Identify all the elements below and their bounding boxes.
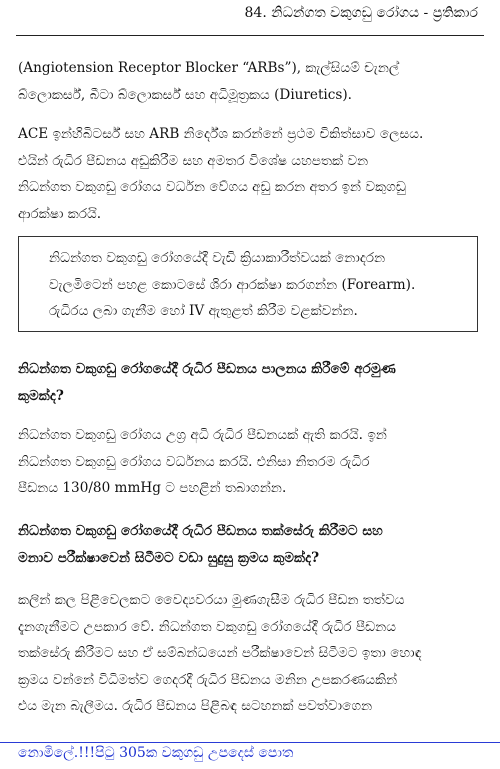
page-footer: නොමිලේ.!!!පිටු 305ක වකුගඩු උපදෙස් පොත	[18, 745, 294, 761]
text-line: එය මැන බැලීමය. රුධිර පීඩනය පිළිබඳ සටහනක් පවත්වාගෙන	[18, 698, 373, 714]
page-header: 84. නිධන්ගත වකුගඩු රෝගය - ප්‍රතිකාර	[244, 5, 478, 21]
text-line: (Angiotension Receptor Blocker “ARBs”), කැල්සියම් චැනල්	[18, 60, 400, 76]
question-heading-1	[18, 356, 478, 409]
text-line: එයින් රුධිර පීඩනය අඩුකිරීම සහ අමතර විශේෂ යහපතක් වන	[18, 152, 369, 169]
footer-divider	[0, 742, 500, 743]
text-line: කුමක්ද?	[18, 387, 64, 404]
text-line: නිධන්ගත වකුගඩු රෝගය උග්‍ර අධි රුධිර පීඩනයක් ඇති කරයි. ඉන්	[18, 427, 387, 443]
text-line: ආරක්ෂා කරයි.	[18, 205, 102, 222]
text-line: නිධන්ගත වකුගඩු රෝගයේදී රුධිර පීඩනය පාලනය කිරීමේ අරමුණ	[18, 361, 396, 377]
header-divider	[16, 35, 484, 36]
text-line: ACE ඉන්හිබිටර්ස් සහ ARB නිර්දේශ කරන්නේ ප්‍රථම චිකිත්සාව ලෙසය.	[18, 126, 424, 142]
paragraph-arbs	[18, 55, 478, 108]
note-box	[18, 236, 478, 332]
text-line: රුධිරය ලබා ගැනීම හෝ IV ඇතුළත් කිරීම වළක්වන්න.	[49, 303, 358, 319]
text-line: නිධන්ගත වකුගඩු රෝගය වර්ධන වේගය අඩු කරන අතර ඉන් වකුගඩු	[18, 179, 406, 195]
text-line: නිධන්ගත වකුගඩු රෝගයේදී වැඩි ක්‍රියාකාරීත්වයක් නොදරන	[49, 250, 386, 266]
text-line: දැනගැනීමට උපකාර වේ. නිධන්ගත වකුගඩු රෝගයේදී රුධිර පීඩනය	[18, 618, 397, 635]
text-line: ක්‍රමය වන්නේ විධිමත්ව ගෙදරදී රුධිර පීඩනය මනින උපකරණයකින්	[18, 671, 398, 688]
text-line: කලින් කල පිළිවෙලකට වෛද්‍යවරයා මුණගැසීම රුධිර පීඩන තත්වය	[18, 592, 405, 608]
text-line: බ්ලොකර්ස්, බීටා බ්ලොකර්ස් සහ අධිමූත්‍රකය (Diuretics).	[18, 86, 352, 103]
text-line: වැලමිටෙන් පහළ කොටසේ ශිරා ආරක්ෂා කරගන්න (Forearm).	[49, 276, 416, 293]
text-line: නිධන්ගත වකුගඩු රෝගයේදී රුධිර පීඩනය තක්සේරු කිරීමට සහ	[18, 523, 383, 539]
paragraph-bp-target	[18, 422, 478, 502]
text-line: පීඩනය 130/80 mmHg ට පහළින් තබාගන්න.	[18, 480, 287, 496]
text-line: තක්සේරු කිරීමට සහ ඒ සම්බන්ධයෙන් පරීක්ෂාවෙන් සිටීමට ඉතා හොඳ	[18, 645, 422, 661]
paragraph-home-monitoring	[18, 587, 478, 720]
paragraph-ace	[18, 121, 478, 227]
text-line: නිධන්ගත වකුගඩු රෝගය වර්ධනය කරයි. එනිසා නිතරම රුධිර	[18, 453, 370, 470]
text-line: මනාව පරීක්ෂාවෙන් සිටීමට වඩා සුදුසු ක්‍රමය කුමක්ද?	[18, 549, 320, 566]
question-heading-2	[18, 518, 478, 571]
